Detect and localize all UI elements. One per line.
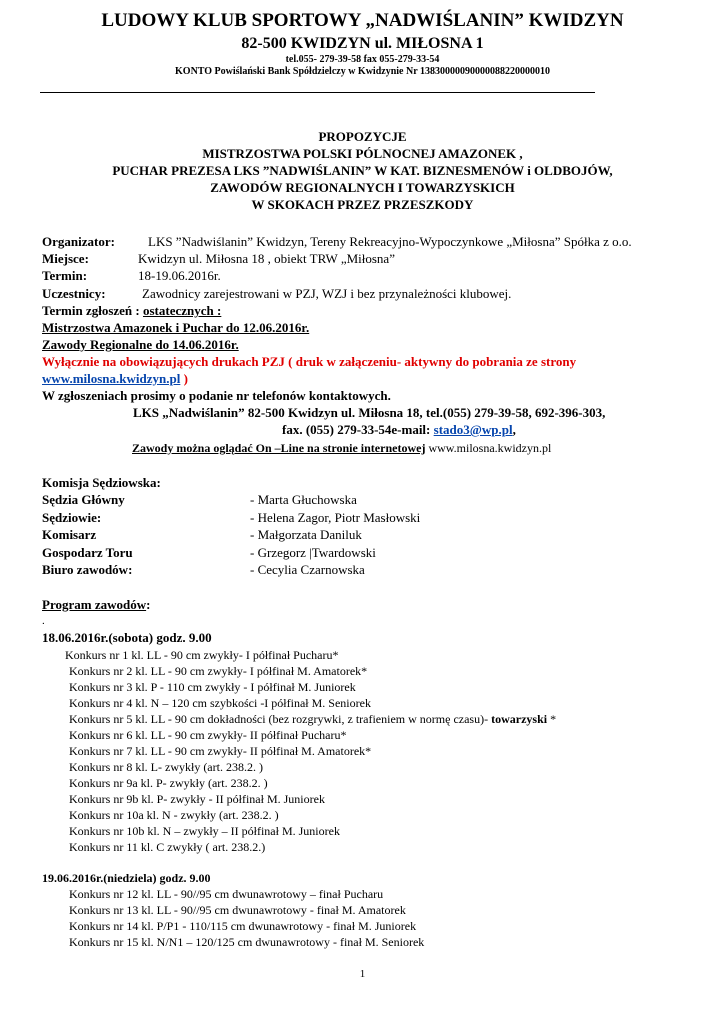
title-propozycje: PROPOZYCJE <box>318 129 407 144</box>
contact-line-1: LKS „Nadwiślanin” 82-500 Kwidzyn ul. Miłosna 18, tel.(055) 279-39-58, 692-396-303, <box>133 405 606 420</box>
termin-value: 18-19.06.2016r. <box>138 268 221 283</box>
program-heading: Program zawodów <box>42 597 147 612</box>
event-5-tail: * <box>547 712 557 726</box>
title-line-5: W SKOKACH PRZEZ PRZESZKODY <box>251 197 474 212</box>
judge-value-gospodarz: - Grzegorz |Twardowski <box>250 545 376 560</box>
event-7: Konkurs nr 7 kl. LL - 90 cm zwykły- II półfinał M. Amatorek* <box>69 744 372 758</box>
program-dot: . <box>42 615 45 627</box>
judge-label-komisarz: Komisarz <box>42 527 97 542</box>
contact-fax: fax. (055) 279-33-54e-mail: <box>282 422 434 437</box>
event-5-bold: towarzyski <box>491 712 548 726</box>
judges-heading: Komisja Sędziowska: <box>42 475 161 490</box>
event-8: Konkurs nr 8 kl. L- zwykły (art. 238.2. ) <box>69 760 263 774</box>
zgloszenia-label: Termin zgłoszeń : <box>42 303 140 318</box>
event-9a: Konkurs nr 9a kl. P- zwykły (art. 238.2. ) <box>69 776 268 790</box>
event-1: Konkurs nr 1 kl. LL - 90 cm zwykły- I półfinał Pucharu* <box>65 648 339 662</box>
email-link[interactable]: stado3@wp.pl <box>433 422 513 437</box>
program-heading-colon: : <box>146 597 151 612</box>
event-14: Konkurs nr 14 kl. P/P1 - 110/115 cm dwunawrotowy - finał M. Juniorek <box>69 919 417 933</box>
uczestnicy-row <box>42 286 511 302</box>
event-12: Konkurs nr 12 kl. LL - 90//95 cm dwunawrotowy – finał Pucharu <box>69 887 384 901</box>
judge-value-main: - Marta Głuchowska <box>250 492 357 507</box>
judge-value-komisarz: - Małgorzata Daniluk <box>250 527 362 542</box>
club-address: 82-500 KWIDZYN ul. MIŁOSNA 1 <box>241 35 484 52</box>
event-3: Konkurs nr 3 kl. P - 110 cm zwykły - I półfinał M. Juniorek <box>69 680 356 694</box>
title-line-4: ZAWODÓW REGIONALNYCH I TOWARZYSKICH <box>210 180 515 195</box>
red-note: Wyłącznie na obowiązujących drukach PZJ ( druk w załączeniu- aktywny do pobrania ze strony <box>42 354 577 369</box>
judge-label-judges: Sędziowie: <box>42 510 102 525</box>
red-note-link-row <box>42 371 188 387</box>
judge-value-biuro: - Cecylia Czarnowska <box>250 562 365 577</box>
day1-heading: 18.06.2016r.(sobota) godz. 9.00 <box>42 630 212 645</box>
event-10a: Konkurs nr 10a kl. N - zwykły (art. 238.2. ) <box>69 808 279 822</box>
page-number: 1 <box>359 968 366 980</box>
organizator-label: Organizator: <box>42 234 115 249</box>
judge-value-judges: - Helena Zagor, Piotr Masłowski <box>250 510 421 525</box>
online-row <box>132 440 551 456</box>
online-url[interactable]: www.milosna.kwidzyn.pl <box>425 441 552 455</box>
program-heading-row <box>42 597 150 613</box>
event-11: Konkurs nr 11 kl. C zwykły ( art. 238.2.) <box>69 840 266 854</box>
title-line-2: MISTRZOSTWA POLSKI PÓLNOCNEJ AMAZONEK , <box>202 146 523 161</box>
contact-line-2 <box>282 422 516 438</box>
club-phone: tel.055- 279-39-58 fax 055-279-33-54 <box>285 54 440 65</box>
zgloszenia-row <box>42 303 221 319</box>
judge-label-gospodarz: Gospodarz Toru <box>42 545 133 560</box>
uczestnicy-label: Uczestnicy: <box>42 286 106 301</box>
organizator-value: LKS ”Nadwiślanin” Kwidzyn, Tereny Rekreacyjno-Wypoczynkowe „Miłosna” Spółka z o.o. <box>148 234 632 249</box>
event-5-text: Konkurs nr 5 kl. LL - 90 cm dokładności (bez rozgrywki, z trafieniem w normę czasu)- <box>69 712 492 726</box>
deadline-regionalne: Zawody Regionalne do 14.06.2016r. <box>42 337 239 352</box>
event-2: Konkurs nr 2 kl. LL - 90 cm zwykły- I półfinał M. Amatorek* <box>69 664 368 678</box>
judge-label-biuro: Biuro zawodów: <box>42 562 133 577</box>
club-account: KONTO Powiślański Bank Spółdzielczy w Kwidzynie Nr 13830000090000088220000010 <box>175 66 550 77</box>
judge-label-main: Sędzia Główny <box>42 492 125 507</box>
online-text: Zawody można oglądać On –Line na stronie internetowej <box>132 441 426 455</box>
club-name: LUDOWY KLUB SPORTOWY „NADWIŚLANIN” KWIDZYN <box>101 10 624 31</box>
termin-row <box>42 268 221 284</box>
zgloszenia-value: ostatecznych : <box>142 303 222 318</box>
organizator-row <box>42 234 632 250</box>
red-note-close: ) <box>180 371 188 386</box>
event-10b: Konkurs nr 10b kl. N – zwykły – II półfinał M. Juniorek <box>69 824 340 838</box>
termin-label: Termin: <box>42 268 88 283</box>
miejsce-label: Miejsce: <box>42 251 89 266</box>
event-4: Konkurs nr 4 kl. N – 120 cm szybkości -I półfinał M. Seniorek <box>69 696 371 710</box>
day2-heading: 19.06.2016r.(niedziela) godz. 9.00 <box>42 871 211 885</box>
event-9b: Konkurs nr 9b kl. P- zwykły - II półfinał M. Juniorek <box>69 792 325 806</box>
event-13: Konkurs nr 13 kl. LL - 90//95 cm dwunawrotowy - finał M. Amatorek <box>69 903 406 917</box>
event-15: Konkurs nr 15 kl. N/N1 – 120/125 cm dwunawrotowy - finał M. Seniorek <box>69 935 425 949</box>
uczestnicy-value: Zawodnicy zarejestrowani w PZJ, WZJ i bez przynależności klubowej. <box>142 286 512 301</box>
contact-comma: , <box>512 422 516 437</box>
event-6: Konkurs nr 6 kl. LL - 90 cm zwykły- II półfinał Pucharu* <box>69 728 347 742</box>
phone-note: W zgłoszeniach prosimy o podanie nr telefonów kontaktowych. <box>42 388 391 403</box>
milosna-link[interactable]: www.milosna.kwidzyn.pl <box>42 371 181 386</box>
miejsce-value: Kwidzyn ul. Miłosna 18 , obiekt TRW „Miłosna” <box>138 251 395 266</box>
miejsce-row <box>42 251 395 267</box>
header-divider <box>40 92 595 93</box>
event-5 <box>69 712 556 727</box>
deadline-amazonek: Mistrzostwa Amazonek i Puchar do 12.06.2016r. <box>42 320 310 335</box>
title-line-3: PUCHAR PREZESA LKS ”NADWIŚLANIN” W KAT. BIZNESMENÓW i OLDBOJÓW, <box>112 163 613 178</box>
